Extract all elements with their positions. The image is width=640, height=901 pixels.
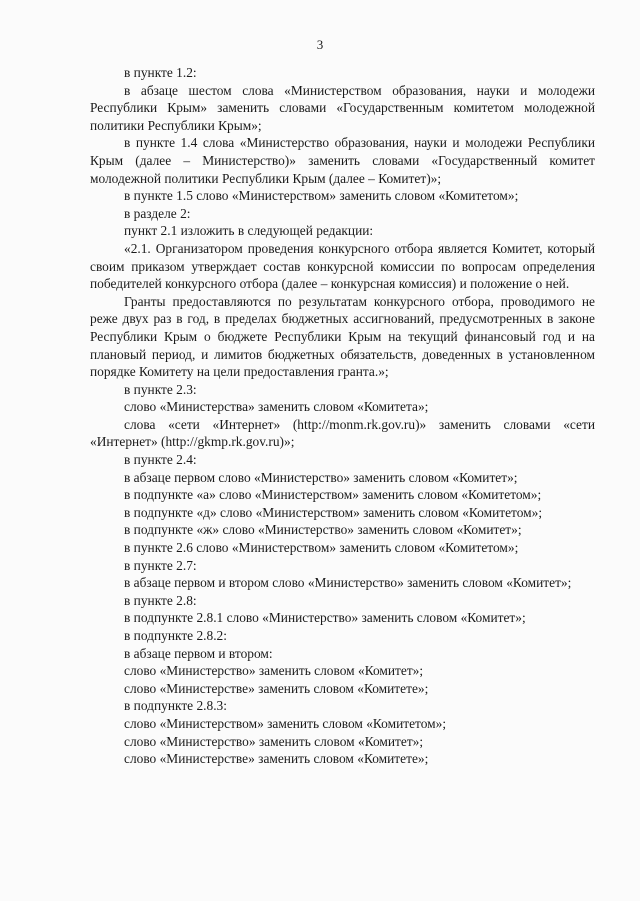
paragraph-16: в подпункте «ж» слово «Министерство» заменить словом «Комитет»; bbox=[124, 522, 522, 538]
paragraph-11: слова «сети «Интернет» (http://monm.rk.gov.ru)» заменить словами «сети «Интернет» (http://gkmp.rk.gov.ru)»; bbox=[90, 416, 595, 450]
paragraph-22: в подпункте 2.8.2: bbox=[124, 628, 227, 643]
paragraph-28: слово «Министерство» заменить словом «Комитет»; bbox=[124, 733, 424, 749]
paragraph-5: в разделе 2: bbox=[124, 205, 191, 221]
paragraph-2: в абзаце шестом слова «Министерством образования, науки и молодежи Республики Крым» заменить словами «Государственным комитетом молодежной политики Республики Крым»; bbox=[90, 82, 595, 133]
paragraph-25: слово «Министерстве» заменить словом «Комитете»; bbox=[124, 680, 429, 696]
paragraph-1: в пункте 1.2: bbox=[124, 65, 197, 80]
paragraph-10: слово «Министерства» заменить словом «Комитета»; bbox=[124, 399, 429, 415]
paragraph-24: слово «Министерство» заменить словом «Комитет»; bbox=[124, 663, 424, 679]
paragraph-19: в абзаце первом и втором слово «Министерство» заменить словом «Комитет»; bbox=[124, 575, 572, 591]
paragraph-3: в пункте 1.4 слова «Министерство образования, науки и молодежи Республики Крым (далее – Министерство)» заменить словами «Государственный комитет молодежной политики Республики Крым (далее – Комитет)»; bbox=[90, 135, 595, 186]
paragraph-6: пункт 2.1 изложить в следующей редакции: bbox=[124, 223, 374, 239]
paragraph-12: в пункте 2.4: bbox=[124, 452, 197, 468]
paragraph-18: в пункте 2.7: bbox=[124, 557, 197, 573]
paragraph-8: Гранты предоставляются по результатам конкурсного отбора, проводимого не реже двух раз в год, в пределах бюджетных ассигнований, предусмотренных в законе Республики Крым о бюджете Республики Крым на текущий финансовый год и на плановый период, и лимитов бюджетных обязательств, доведенных в установленном порядке Комитету на цели предоставления гранта.»; bbox=[90, 293, 595, 380]
paragraph-20: в пункте 2.8: bbox=[124, 592, 197, 608]
paragraph-15: в подпункте «д» слово «Министерством» заменить словом «Комитетом»; bbox=[124, 504, 543, 520]
paragraph-21: в подпункте 2.8.1 слово «Министерство» заменить словом «Комитет»; bbox=[124, 610, 526, 626]
paragraph-7: «2.1. Организатором проведения конкурсного отбора является Комитет, который своим приказом утверждает состав конкурсной комиссии по вопросам определения победителей конкурсного отбора (далее – конкурсная комиссия) и положение о ней. bbox=[90, 240, 595, 292]
paragraph-9: в пункте 2.3: bbox=[124, 381, 197, 397]
document-body bbox=[90, 64, 595, 768]
paragraph-29: слово «Министерстве» заменить словом «Комитете»; bbox=[124, 751, 429, 767]
paragraph-17: в пункте 2.6 слово «Министерством» заменить словом «Комитетом»; bbox=[124, 540, 519, 556]
paragraph-14: в подпункте «а» слово «Министерством» заменить словом «Комитетом»; bbox=[124, 487, 542, 503]
paragraph-23: в абзаце первом и втором: bbox=[124, 645, 273, 661]
paragraph-26: в подпункте 2.8.3: bbox=[124, 698, 227, 714]
paragraph-27: слово «Министерством» заменить словом «Комитетом»; bbox=[124, 715, 447, 731]
page-number: 3 bbox=[316, 37, 324, 52]
paragraph-4: в пункте 1.5 слово «Министерством» заменить словом «Комитетом»; bbox=[124, 188, 519, 204]
paragraph-13: в абзаце первом слово «Министерство» заменить словом «Комитет»; bbox=[124, 469, 518, 485]
